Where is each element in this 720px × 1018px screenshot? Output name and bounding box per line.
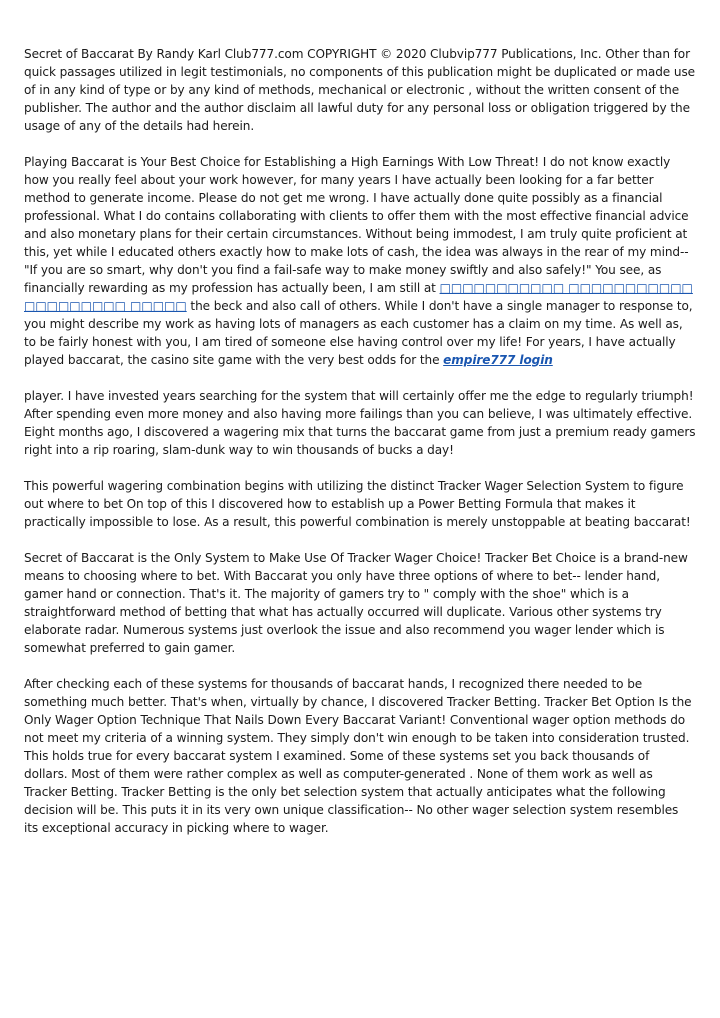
empire777-login-link[interactable]: empire777 login: [443, 353, 553, 367]
intro-text-start: Playing Baccarat is Your Best Choice for Establishing a High Earnings With Low Threat! I do not know exactly how you really feel about your work however, for many years I have actually been looking for a far better method to generate income. Please do not get me wrong. I have actually done quite possibly as a financial professional. What I do contains collaborating with clients to offer them with the most effective financial advice and also monetary plans for their certain circumstances. Without being immodest, I am truly quite proficient at this, yet while I educated others exactly how to make lots of cash, the idea was always in the rear of my mind-- "If you are so smart, why don't you find a fail-safe way to make money swiftly and also safely!" You see, as financially rewarding as my profession has actually been, I am still at: [24, 155, 689, 295]
copyright-paragraph: Secret of Baccarat By Randy Karl Club777.com COPYRIGHT © 2020 Clubvip777 Publications, Inc. Other than for quick passages utilized in legit testimonials, no components of this publication might be duplicated or made use of in any kind of type or by any kind of methods, mechanical or electronic , without the written consent of the publisher. The author and the author disclaim all lawful duty for any personal loss or obligation triggered by the usage of any of the details had herein.: [24, 47, 695, 133]
player-paragraph: player. I have invested years searching for the system that will certainly offer me the edge to regularly triumph! After spending even more money and also having more failings than you can believe, I was ultimately effective. Eight months ago, I discovered a wagering mix that turns the baccarat game from just a premium ready gamers right into a rip roaring, slam-dunk way to win thousands of bucks a day!: [24, 389, 696, 457]
intro-paragraph: [24, 153, 696, 369]
thai-link[interactable]: □□□□□□□□□□□ □□□□□□□□□□□ □□□□□□□□□ □□□□□: [24, 281, 693, 313]
after-checking-paragraph: After checking each of these systems for thousands of baccarat hands, I recognized there needed to be something much better. That's when, virtually by chance, I discovered Tracker Betting. Tracker Bet Option Is the Only Wager Option Technique That Nails Down Every Baccarat Variant! Conventional wager option methods do not meet my criteria of a winning system. They simply don't win enough to be taken into consideration trusted. This holds true for every baccarat system I examined. Some of these systems set you back thousands of dollars. Most of them were rather complex as well as computer-generated . None of them work as well as Tracker Betting. Tracker Betting is the only bet selection system that actually anticipates what the following decision will be. This puts it in its very own unique classification-- No other wager selection system resembles its exceptional accuracy in picking where to wager.: [24, 677, 692, 835]
secret-paragraph: Secret of Baccarat is the Only System to Make Use Of Tracker Wager Choice! Tracker Bet Choice is a brand-new means to choosing where to bet. With Baccarat you only have three options of where to bet-- lender hand, gamer hand or connection. That's it. The majority of gamers try to " comply with the shoe" which is a straightforward method of betting that what has actually occurred will duplicate. Various other systems try elaborate radar. Numerous systems just overlook the issue and also recommend you wager lender which is somewhat preferred to gain gamer.: [24, 551, 688, 655]
combination-paragraph: This powerful wagering combination begins with utilizing the distinct Tracker Wager Selection System to figure out where to bet On top of this I discovered how to establish up a Power Betting Formula that makes it practically impossible to lose. As a result, this powerful combination is merely unstoppable at beating baccarat!: [24, 479, 691, 529]
intro-text-middle: the beck and also call of others. While I don't have a single manager to response to, you might describe my work as having lots of managers as each customer has a claim on my time. As well as, to be fairly honest with you, I am tired of someone else having control over my life! For years, I have actually played baccarat, the casino site game with the very best odds for the: [24, 299, 693, 367]
